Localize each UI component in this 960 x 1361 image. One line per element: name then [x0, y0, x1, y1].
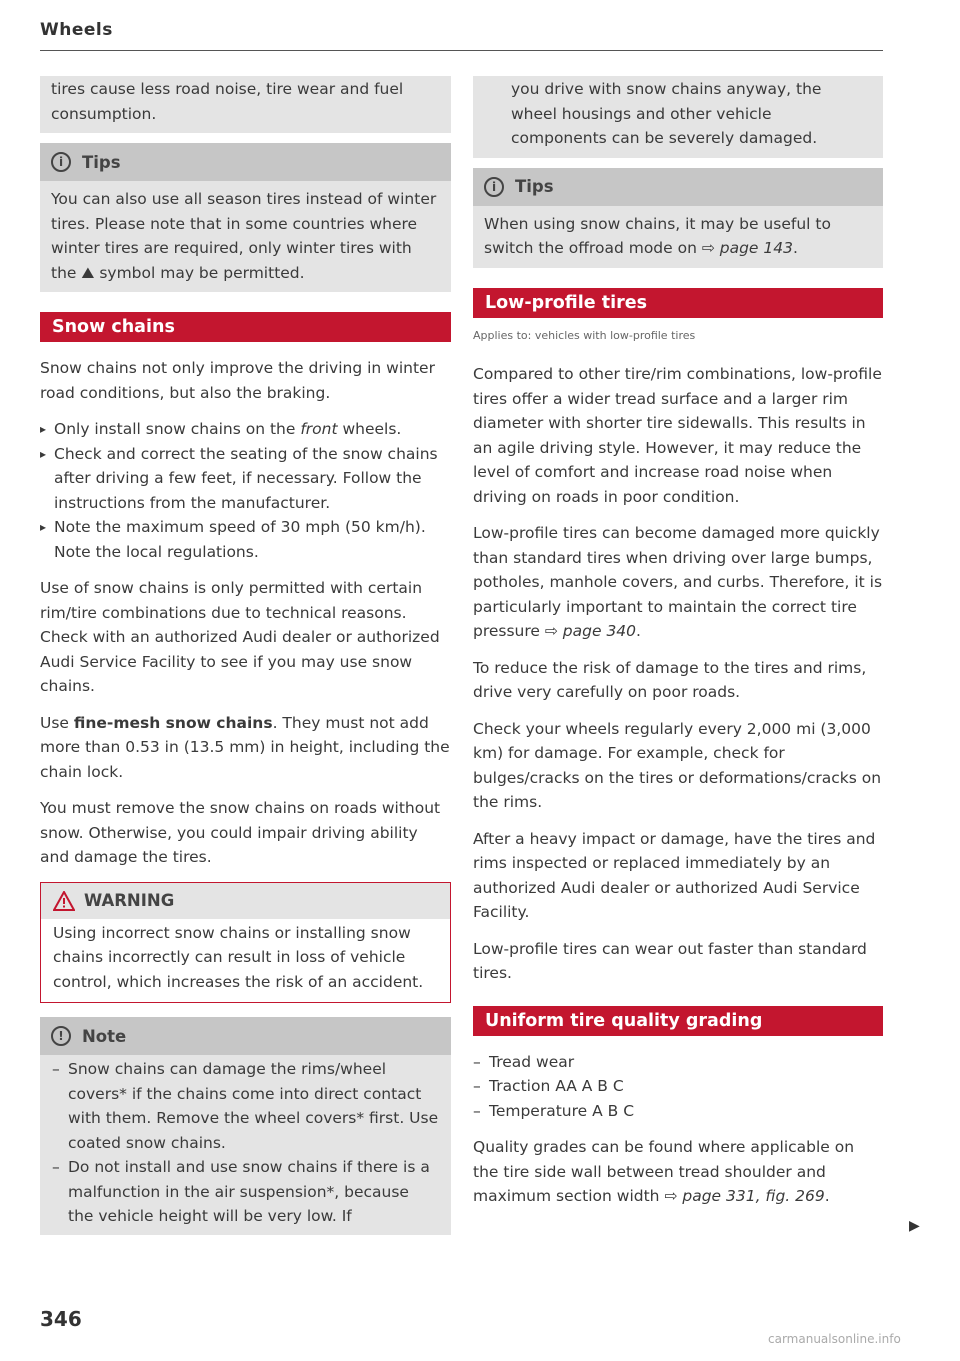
- section-heading-low-profile-tires: Low-profile tires: [473, 288, 883, 318]
- tips-label: Tips: [515, 177, 554, 196]
- paragraph: Snow chains not only improve the driving in winter road conditions, but also the braking.: [40, 359, 435, 402]
- page-header: [40, 20, 883, 51]
- note-label: Note: [82, 1026, 127, 1046]
- paragraph: Compared to other tire/rim combinations, low-profile tires offer a wider tread surface and a larger rim diameter with shorter tire sidewalls. This results in an agile driving style. However, it may reduce the level of comfort and increase road noise when driving on roads in poor condition.: [473, 365, 882, 506]
- warning-body: [41, 919, 450, 1003]
- list-item: ▸ Check and correct the seating of the snow chains after driving a few feet, if necessary. Follow the instructions from the manufacturer.: [40, 442, 451, 516]
- warning-header: [41, 883, 450, 919]
- warning-box: [40, 882, 451, 1004]
- watermark: carmanualsonline.info: [768, 1332, 901, 1346]
- note-list: [52, 1057, 439, 1229]
- warning-icon: [53, 891, 75, 911]
- tips-header: [473, 168, 883, 206]
- continue-arrow-icon: ▶: [909, 1218, 920, 1234]
- list-item: – Snow chains can damage the rims/wheel covers* if the chains come into direct contact with them. Remove the wheel covers* first. Use coated snow chains.: [52, 1057, 439, 1155]
- paragraph: Use fine-mesh snow chains. They must not add more than 0.53 in (13.5 mm) in height, including the chain lock.: [40, 713, 450, 781]
- exclamation-icon: !: [51, 1026, 71, 1046]
- section-heading-uniform-tire-quality-grading: Uniform tire quality grading: [473, 1006, 883, 1036]
- header-title: Wheels: [40, 20, 113, 40]
- tips-text: When using snow chains, it may be useful to switch the offroad mode on ⇨ page 143.: [484, 214, 831, 257]
- header-divider: [40, 50, 883, 51]
- warning-text: Using incorrect snow chains or installing snow chains incorrectly can result in loss of vehicle control, which increases the risk of an accident.: [53, 923, 424, 991]
- applies-note: Applies to: vehicles with low-profile tires: [473, 328, 696, 342]
- warning-label: WARNING: [84, 891, 175, 910]
- list-item: ▸ Note the maximum speed of 30 mph (50 km/h). Note the local regulations.: [40, 515, 451, 564]
- tips-label: Tips: [82, 152, 121, 172]
- grading-list: [473, 1050, 883, 1124]
- note-header: [40, 1017, 451, 1055]
- section-heading-snow-chains: Snow chains: [40, 312, 451, 342]
- list-item: – Do not install and use snow chains if there is a malfunction in the air suspension*, because the vehicle height will be very low. If: [52, 1155, 439, 1229]
- right-column: [473, 76, 883, 1221]
- left-column: [40, 76, 451, 1235]
- page-number: 346: [40, 1307, 82, 1331]
- list-item: – Temperature A B C: [473, 1099, 883, 1124]
- tips-header: [40, 143, 451, 181]
- page-link[interactable]: ⇨ page 143: [701, 239, 793, 257]
- list-item: – Tread wear: [473, 1050, 883, 1075]
- page-link[interactable]: ⇨ page 340: [544, 622, 637, 640]
- note-box: [40, 1055, 451, 1235]
- tips-text: You can also use all season tires instead of winter tires. Please note that in some countries where winter tires are required, only winter tires with the ⛰ symbol may be permitted.: [51, 190, 437, 282]
- paragraph: You must remove the snow chains on roads without snow. Otherwise, you could impair driving ability and damage the tires.: [40, 799, 441, 866]
- continued-note-box: [473, 76, 883, 158]
- info-icon: i: [51, 152, 71, 172]
- paragraph: Low-profile tires can become damaged more quickly than standard tires when driving over large bumps, potholes, manhole covers, and curbs. Therefore, it is particularly important to maintain the correct tire pressure ⇨ page 340.: [473, 524, 883, 640]
- tips-box: [40, 181, 451, 292]
- snowflake-mountain-icon: ⛰: [81, 263, 95, 282]
- info-icon: i: [484, 177, 504, 197]
- paragraph: To reduce the risk of damage to the tires and rims, drive very carefully on poor roads.: [473, 658, 867, 701]
- paragraph: Low-profile tires can wear out faster than standard tires.: [473, 939, 867, 982]
- paragraph: After a heavy impact or damage, have the tires and rims inspected or replaced immediately by an authorized Audi dealer or authorized Audi Service Facility.: [473, 829, 876, 921]
- list-item: – Traction AA A B C: [473, 1074, 883, 1099]
- intro-box: [40, 76, 451, 133]
- instruction-list: [40, 417, 451, 564]
- intro-text: tires cause less road noise, tire wear and fuel consumption.: [51, 80, 404, 123]
- tips-box: [473, 206, 883, 268]
- paragraph: Quality grades can be found where applicable on the tire side wall between tread shoulder and maximum section width ⇨ page 331, fig. 269.: [473, 1138, 855, 1205]
- list-item: ▸ Only install snow chains on the front wheels.: [40, 417, 451, 442]
- page-link[interactable]: ⇨ page 331, fig. 269: [664, 1187, 825, 1205]
- paragraph: Use of snow chains is only permitted with certain rim/tire combinations due to technical reasons. Check with an authorized Audi dealer or authorized Audi Service Facility to see if you may use snow chains.: [40, 579, 440, 695]
- continued-note-text: you drive with snow chains anyway, the wheel housings and other vehicle components can be severely damaged.: [511, 80, 822, 147]
- paragraph: Check your wheels regularly every 2,000 mi (3,000 km) for damage. For example, check for bulges/cracks on the tires or deformations/cracks on the rims.: [473, 719, 882, 811]
